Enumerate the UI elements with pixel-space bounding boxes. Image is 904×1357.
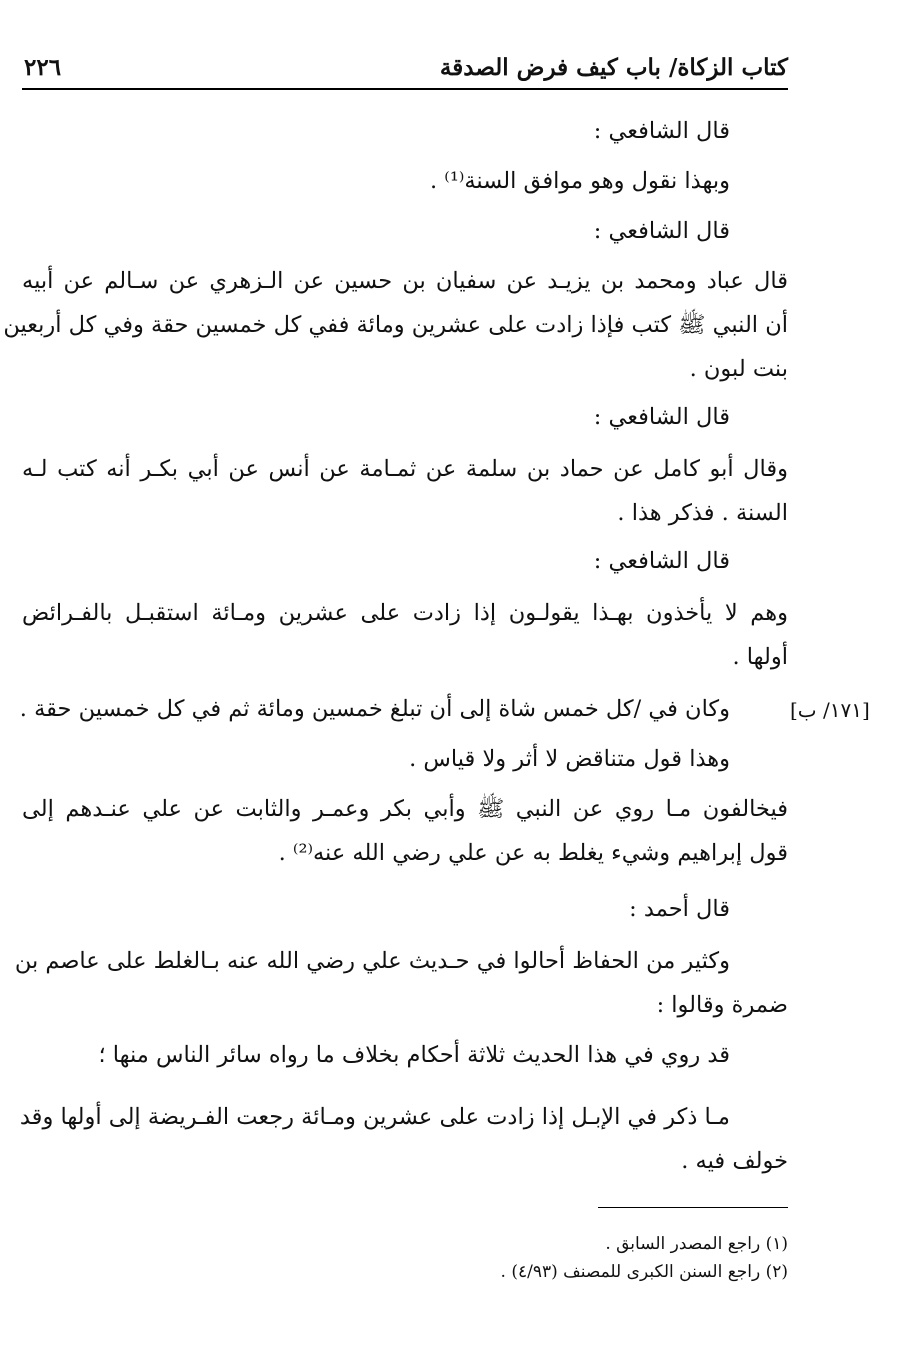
paragraph-line: وكان في /كل خمس شاة إلى أن تبلغ خمسين ومائة ثم في كل خمسين حقة . [19, 696, 730, 722]
paragraph-line: خولف فيه . [681, 1148, 788, 1174]
paragraph-line: قول إبراهيم وشيء يغلط به عن علي رضي الله عنه⁽²⁾ . [278, 840, 788, 866]
paragraph-line: قد روي في هذا الحديث ثلاثة أحكام بخلاف ما رواه سائر الناس منها ؛ [98, 1042, 730, 1068]
header-title: كتاب الزكاة/ باب كيف فرض الصدقة [439, 54, 788, 81]
footnote-rule [598, 1207, 788, 1208]
paragraph-line: أولها . [732, 644, 788, 670]
paragraph-line: فيخالفون مـا روي عن النبي ﷺ وأبي بكر وعمـر والثابت عن علي عنـدهم إلى [22, 796, 788, 822]
paragraph-line: قال الشافعي : [593, 548, 730, 574]
paragraph-line: قال أحمد : [629, 896, 730, 922]
folio-marker: [١٧١/ ب] [790, 698, 870, 722]
paragraph-line: مـا ذكر في الإبـل إذا زادت على عشرين ومـائة رجعت الفـريضة إلى أولها وقد [19, 1104, 730, 1130]
paragraph-line: وهذا قول متناقض لا أثر ولا قياس . [409, 746, 730, 772]
paragraph-line: قال الشافعي : [593, 218, 730, 244]
header-rule [22, 88, 788, 90]
page-number: ٢٢٦ [24, 54, 62, 81]
footnote: (٢) راجع السنن الكبرى للمصنف (٤/٩٣) . [500, 1262, 788, 1282]
paragraph-line: قال الشافعي : [593, 118, 730, 144]
paragraph-line: وبهذا نقول وهو موافق السنة⁽¹⁾ . [429, 168, 730, 194]
paragraph-line: وهم لا يأخذون بهـذا يقولـون إذا زادت على عشرين ومـائة استقبـل بالفـرائض [22, 600, 788, 626]
paragraph-line: السنة . فذكر هذا . [617, 500, 788, 526]
footnote: (١) راجع المصدر السابق . [605, 1234, 788, 1254]
paragraph-line: بنت لبون . [689, 356, 788, 382]
paragraph-line: وكثير من الحفاظ أحالوا في حـديث علي رضي الله عنه بـالغلط على عاصم بن [14, 948, 730, 974]
paragraph-line: وقال أبو كامل عن حماد بن سلمة عن ثمـامة عن أنس عن أبي بكـر أنه كتب لـه [22, 456, 788, 482]
paragraph-line: قال عباد ومحمد بن يزيـد عن سفيان بن حسين عن الـزهري عن سـالم عن أبيه [22, 268, 788, 294]
paragraph-line: أن النبي ﷺ كتب فإذا زادت على عشرين ومائة ففي كل خمسين حقة وفي كل أربعين [3, 312, 788, 338]
running-header [22, 52, 788, 88]
paragraph-line: ضمرة وقالوا : [656, 992, 788, 1018]
paragraph-line: قال الشافعي : [593, 404, 730, 430]
